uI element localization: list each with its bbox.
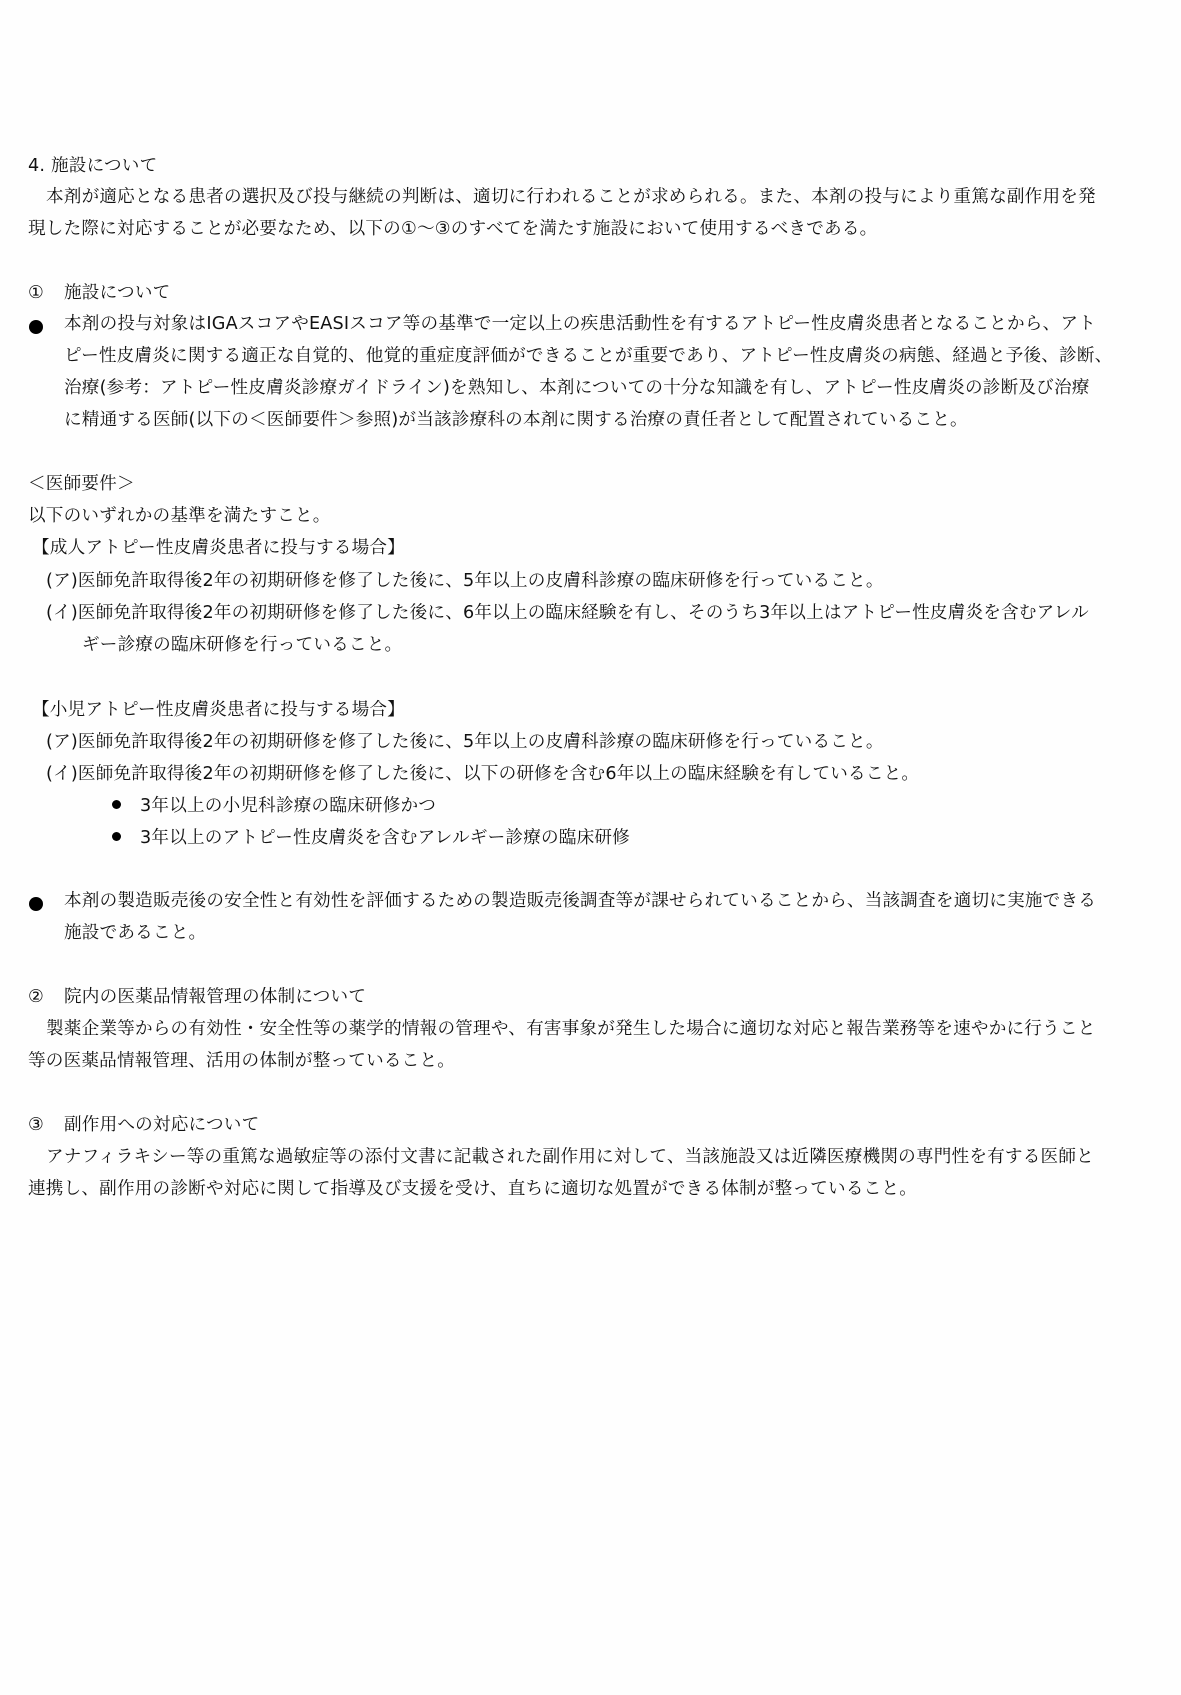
sub-bullet-icon — [112, 800, 121, 809]
child-item-b: (イ)医師免許取得後2年の初期研修を修了した後に、以下の研修を含む6年以上の臨床経験を有していること。 — [46, 764, 920, 784]
sub1-bullet1-line-3: 治療(参考：アトピー性皮膚炎診療ガイドライン)を熟知し、本剤についての十分な知識を有し、アトピー性皮膚炎の診断及び治療 — [64, 378, 1090, 398]
child-heading: 【小児アトピー性皮膚炎患者に投与する場合】 — [32, 700, 405, 720]
intro-line-2: 現した際に対応することが必要なため、以下の①～③のすべてを満たす施設において使用するべきである。 — [28, 219, 878, 239]
sub1-bullet1-line-4: に精通する医師(以下の＜医師要件＞参照)が当該診療科の本剤に関する治療の責任者として配置されていること。 — [64, 410, 968, 430]
sub2-body-line-1: 製薬企業等からの有効性・安全性等の薬学的情報の管理や、有害事象が発生した場合に適切な対応と報告業務等を速やかに行うこと — [46, 1019, 1096, 1039]
sub3-marker: ③ — [28, 1115, 44, 1135]
sub-bullet-icon — [112, 832, 121, 841]
bullet-icon — [29, 320, 43, 334]
adult-item-a: (ア)医師免許取得後2年の初期研修を修了した後に、5年以上の皮膚科診療の臨床研修を行っていること。 — [46, 571, 884, 591]
doctor-req-lead: 以下のいずれかの基準を満たすこと。 — [28, 506, 331, 526]
section-title: 4. 施設について — [28, 156, 158, 176]
sub2-body-line-2: 等の医薬品情報管理、活用の体制が整っていること。 — [28, 1051, 456, 1071]
child-item-a: (ア)医師免許取得後2年の初期研修を修了した後に、5年以上の皮膚科診療の臨床研修を行っていること。 — [46, 732, 884, 752]
adult-heading: 【成人アトピー性皮膚炎患者に投与する場合】 — [32, 538, 405, 558]
child-sub-item-1: 3年以上の小児科診療の臨床研修かつ — [140, 796, 437, 816]
sub2-heading: 院内の医薬品情報管理の体制について — [64, 987, 367, 1007]
sub3-body-line-2: 連携し、副作用の診断や対応に関して指導及び支援を受け、直ちに適切な処置ができる体制が整っていること。 — [28, 1179, 917, 1199]
sub1-heading: 施設について — [64, 283, 171, 303]
sub1-bullet2-line-1: 本剤の製造販売後の安全性と有効性を評価するための製造販売後調査等が課せられていることから、当該調査を適切に実施できる — [64, 891, 1097, 911]
intro-line-1: 本剤が適応となる患者の選択及び投与継続の判断は、適切に行われることが求められる。また、本剤の投与により重篤な副作用を発 — [46, 187, 1096, 207]
adult-item-b-line-1: (イ)医師免許取得後2年の初期研修を修了した後に、6年以上の臨床経験を有し、そのうち3年以上はアトピー性皮膚炎を含むアレル — [46, 603, 1089, 623]
sub2-marker: ② — [28, 987, 44, 1007]
sub1-bullet2-line-2: 施設であること。 — [64, 923, 207, 943]
doctor-req-heading: ＜医師要件＞ — [28, 474, 135, 494]
child-sub-item-2: 3年以上のアトピー性皮膚炎を含むアレルギー診療の臨床研修 — [140, 828, 630, 848]
adult-item-b-line-2: ギー診療の臨床研修を行っていること。 — [82, 635, 403, 655]
sub1-marker: ① — [28, 283, 44, 303]
sub1-bullet1-line-1: 本剤の投与対象はIGAスコアやEASIスコア等の基準で一定以上の疾患活動性を有するアトピー性皮膚炎患者となることから、アト — [64, 314, 1096, 334]
sub3-body-line-1: アナフィラキシー等の重篤な過敏症等の添付文書に記載された副作用に対して、当該施設又は近隣医療機関の専門性を有する医師と — [46, 1147, 1094, 1167]
sub1-bullet1-line-2: ピー性皮膚炎に関する適正な自覚的、他覚的重症度評価ができることが重要であり、アトピー性皮膚炎の病態、経過と予後、診断、 — [64, 346, 1113, 366]
bullet-icon — [29, 897, 43, 911]
sub3-heading: 副作用への対応について — [64, 1115, 260, 1135]
